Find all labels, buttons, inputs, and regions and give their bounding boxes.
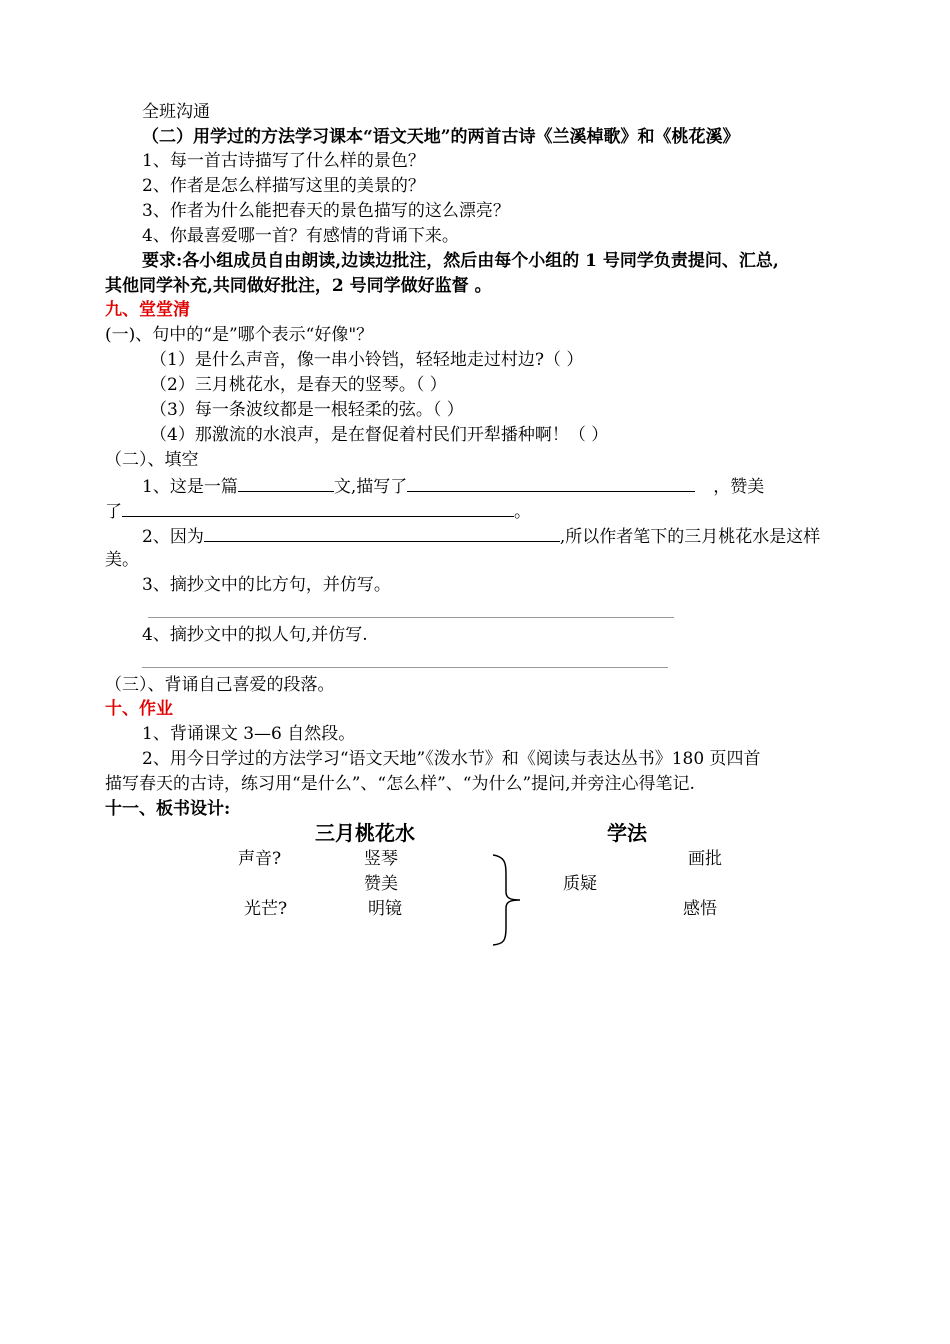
fill-line-1 bbox=[142, 473, 764, 499]
board-sound: 声音? bbox=[238, 849, 282, 869]
answer-line-3[interactable] bbox=[148, 617, 674, 618]
section-9-title: 九、堂堂清 bbox=[105, 300, 190, 320]
question-2: 2、作者是怎么样描写这里的美景的？ bbox=[142, 176, 425, 196]
requirement-line-2: 其他同学补充,共同做好批注，2 号同学做好监督 。 bbox=[105, 276, 492, 296]
fill-line-4: 4、摘抄文中的拟人句,并仿写. bbox=[142, 625, 368, 645]
fill-blank-2[interactable] bbox=[407, 473, 695, 492]
question-1: 1、每一首古诗描写了什么样的景色？ bbox=[142, 151, 425, 171]
text-whole-class: 全班沟通 bbox=[142, 102, 210, 122]
q1-item-2: （2）三月桃花水，是春天的竖琴。（ ） bbox=[150, 375, 447, 395]
fill-1-text-a: 1、这是一篇 bbox=[142, 477, 238, 497]
fill-line-2 bbox=[142, 523, 820, 549]
fill-1-text-d: 了 bbox=[105, 502, 122, 522]
fill-blank-4[interactable] bbox=[204, 523, 560, 542]
fill-2-text-b: ,所以作者笔下的三月桃花水是这样 bbox=[559, 527, 821, 547]
question-4: 4、你最喜爱哪一首？有感情的背诵下来。 bbox=[142, 226, 459, 246]
section-10-title: 十、作业 bbox=[105, 699, 173, 719]
board-question: 质疑 bbox=[563, 874, 597, 894]
homework-2a: 2、用今日学过的方法学习“语文天地”《泼水节》和《阅读与表达丛书》180 页四首 bbox=[142, 749, 761, 769]
board-mirror: 明镜 bbox=[368, 899, 402, 919]
fill-1-text-b: 文,描写了 bbox=[333, 477, 408, 497]
fill-line-1b bbox=[105, 498, 531, 524]
board-light: 光芒? bbox=[244, 899, 288, 919]
requirement-text: 各小组成员自由朗读,边读边批注，然后由每个小组的 1 号同学负责提问、汇总, bbox=[182, 251, 779, 271]
fill-2-text-a: 2、因为 bbox=[142, 527, 204, 547]
fill-1-text-c: ，赞美 bbox=[713, 477, 765, 497]
q1-title: (一)、句中的“是”哪个表示“好像"？ bbox=[105, 325, 374, 345]
requirement-label: 要求: bbox=[142, 251, 183, 271]
answer-line-4[interactable] bbox=[142, 667, 668, 668]
section-11-title: 十一、板书设计: bbox=[105, 799, 231, 819]
board-right-title: 学法 bbox=[607, 821, 647, 845]
q1-item-4: （4）那激流的水浪声，是在督促着村民们开犁播种啊！（ ） bbox=[150, 425, 609, 445]
question-3: 3、作者为什么能把春天的景色描写的这么漂亮？ bbox=[142, 201, 510, 221]
board-annotate: 画批 bbox=[688, 849, 722, 869]
q1-item-3: （3）每一条波纹都是一根轻柔的弦。（ ） bbox=[150, 400, 464, 420]
task-two-heading: （二）用学过的方法学习课本“语文天地”的两首古诗《兰溪棹歌》和《桃花溪》 bbox=[142, 127, 740, 147]
fill-blank-3[interactable] bbox=[122, 498, 514, 517]
board-brace-icon bbox=[490, 852, 524, 948]
homework-2b: 描写春天的古诗，练习用“是什么”、“怎么样”、“为什么”提问,并旁注心得笔记. bbox=[105, 774, 695, 794]
fill-line-3: 3、摘抄文中的比方句，并仿写。 bbox=[142, 575, 391, 595]
q3-title: （三）、背诵自己喜爱的段落。 bbox=[105, 675, 335, 695]
board-praise: 赞美 bbox=[364, 874, 398, 894]
homework-1: 1、背诵课文 3—6 自然段。 bbox=[142, 724, 356, 744]
q2-title: （二）、填空 bbox=[105, 450, 199, 470]
q1-item-1: （1）是什么声音，像一串小铃铛，轻轻地走过村边?（ ） bbox=[150, 350, 584, 370]
board-left-title: 三月桃花水 bbox=[315, 821, 415, 845]
board-harp: 竖琴 bbox=[364, 849, 398, 869]
board-insight: 感悟 bbox=[683, 899, 717, 919]
fill-line-2b: 美。 bbox=[105, 550, 139, 570]
fill-1-text-e: 。 bbox=[514, 502, 531, 522]
requirement-line-1 bbox=[142, 249, 779, 273]
fill-blank-1[interactable] bbox=[238, 473, 334, 492]
